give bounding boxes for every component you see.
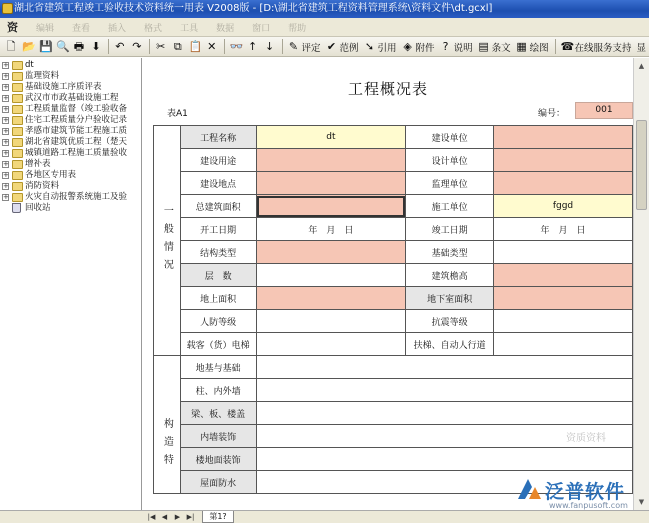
form-field-value[interactable] <box>256 310 406 333</box>
toolbar-separator <box>282 39 283 54</box>
form-field-label: 抗震等级 <box>406 310 494 333</box>
display-label: 显 <box>636 42 647 54</box>
support-icon: ☎ <box>560 39 575 53</box>
structure-value[interactable] <box>256 402 633 425</box>
tree-node-label: 各地区专用表 <box>25 170 77 180</box>
table-row <box>154 149 633 172</box>
tree-node-label: 基础设施工序质评表 <box>25 82 102 92</box>
table-row <box>154 218 633 241</box>
structure-label: 柱、内外墙 <box>180 379 256 402</box>
folder-icon <box>12 171 23 180</box>
new-document-icon: 🗋 <box>6 39 16 53</box>
attachment-icon: ◈ <box>403 39 412 53</box>
table-row <box>154 195 633 218</box>
print-button[interactable] <box>71 38 87 56</box>
new-document-button[interactable] <box>3 38 19 56</box>
expand-icon[interactable]: + <box>3 182 9 190</box>
tree-node[interactable] <box>0 93 141 104</box>
folder-icon <box>12 182 23 191</box>
arrow-up-icon: ↑ <box>248 39 258 53</box>
structure-label: 屋面防水 <box>180 471 256 494</box>
tree-node[interactable] <box>0 115 141 126</box>
next-sheet-icon[interactable]: ▶ <box>174 513 181 521</box>
sheet-tab-bar <box>143 510 649 523</box>
folder-icon <box>12 138 23 147</box>
tree-node-label: 增补表 <box>25 159 51 169</box>
expand-icon[interactable]: + <box>3 61 9 69</box>
table-row <box>154 310 633 333</box>
expand-icon[interactable]: + <box>3 127 9 135</box>
folder-icon <box>12 94 23 103</box>
form-field-label: 层 数 <box>180 264 256 287</box>
table-row <box>154 126 633 149</box>
example-button[interactable] <box>324 38 361 56</box>
form-field-value[interactable]: dt <box>256 126 406 149</box>
save-icon: 💾 <box>39 39 53 53</box>
structure-value[interactable] <box>256 356 633 379</box>
tree-node-label: 消防资料 <box>25 181 60 191</box>
brand-logo-icon <box>515 475 543 503</box>
toolbar-separator <box>108 39 109 54</box>
reference-label: 引用 <box>377 42 397 54</box>
undo-button[interactable] <box>112 38 128 56</box>
form-field-label: 地上面积 <box>180 287 256 310</box>
tree-node[interactable] <box>0 170 141 181</box>
table-row <box>154 402 633 425</box>
scrollbar-thumb[interactable] <box>636 120 647 210</box>
toolbar-separator <box>224 39 225 54</box>
tree-node-label: 城镇道路工程施工质量验收 <box>25 148 128 158</box>
scroll-up-icon[interactable]: ▲ <box>638 62 645 70</box>
form-field-label: 地下室面积 <box>406 287 494 310</box>
find-button[interactable] <box>228 38 244 56</box>
example-icon: ✔ <box>326 39 337 53</box>
tree-node-label: 回收站 <box>25 203 51 213</box>
form-field-value[interactable] <box>256 241 406 264</box>
page-title: 工程概况表 <box>347 80 428 98</box>
open-button[interactable] <box>20 38 36 56</box>
drawing-label: 绘图 <box>529 42 549 54</box>
structure-label: 内墙装饰 <box>180 425 256 448</box>
tree-node[interactable] <box>0 104 141 115</box>
clause-label: 条文 <box>491 42 511 54</box>
form-field-label: 建筑檐高 <box>406 264 494 287</box>
evaluate-label: 评定 <box>301 42 321 54</box>
tree-node[interactable] <box>0 126 141 137</box>
tree-node[interactable] <box>0 181 141 192</box>
table-row <box>154 264 633 287</box>
form-field-label: 结构类型 <box>180 241 256 264</box>
expand-icon[interactable]: + <box>3 116 9 124</box>
folder-icon <box>12 116 23 125</box>
form-field-label: 总建筑面积 <box>180 195 256 218</box>
table-id-label: 表A1 <box>167 109 188 119</box>
tree-node-label: dt <box>25 60 34 70</box>
tree-node[interactable] <box>0 71 141 82</box>
brand-name: 泛普软件 <box>545 481 626 503</box>
scissors-icon: ✂ <box>156 39 166 53</box>
form-field-value[interactable] <box>493 264 632 287</box>
form-field-value[interactable] <box>256 264 406 287</box>
form-field-label: 设计单位 <box>406 149 494 172</box>
expand-icon[interactable]: + <box>3 72 9 80</box>
delete-button[interactable] <box>204 38 220 56</box>
printer-icon: 🖶 <box>73 39 85 53</box>
arrow-down-icon: ↓ <box>265 39 275 53</box>
online-service-button[interactable] <box>558 38 633 56</box>
print-preview-button[interactable] <box>54 38 70 56</box>
move-up-button[interactable] <box>245 38 261 56</box>
redo-button[interactable] <box>129 38 145 56</box>
reference-icon: ➘ <box>364 39 375 53</box>
brand-watermark <box>515 475 645 511</box>
form-field-label: 施工单位 <box>406 195 494 218</box>
expand-icon[interactable]: + <box>3 105 9 113</box>
evaluate-icon: ✎ <box>288 39 299 53</box>
move-down-button[interactable] <box>262 38 278 56</box>
table-row <box>154 333 633 356</box>
form-field-value[interactable] <box>493 149 632 172</box>
table-row <box>154 287 633 310</box>
folder-icon <box>12 127 23 136</box>
cut-button[interactable] <box>153 38 169 56</box>
folder-icon <box>12 83 23 92</box>
table-row <box>154 172 633 195</box>
menu-item-edit[interactable]: 编辑 <box>36 23 55 34</box>
expand-icon[interactable]: + <box>3 193 9 201</box>
help-icon: ? <box>442 39 449 53</box>
copy-icon: ⧉ <box>173 39 182 53</box>
expand-icon[interactable]: + <box>3 94 9 102</box>
menu-item-file[interactable]: 资 <box>7 21 18 34</box>
form-field-value[interactable] <box>256 287 406 310</box>
paste-icon: 📋 <box>188 39 203 53</box>
online-service-label: 在线服务支持 <box>574 42 632 54</box>
display-button[interactable] <box>635 38 649 56</box>
evaluate-button[interactable] <box>286 38 323 56</box>
form-field-value[interactable] <box>256 195 406 218</box>
folder-icon <box>12 193 23 202</box>
structure-label: 梁、板、楼盖 <box>180 402 256 425</box>
form-field-label: 建设用途 <box>180 149 256 172</box>
tree-node-label: 湖北省建筑优质工程（楚天 <box>25 137 128 147</box>
print-preview-icon: 🔍 <box>56 39 70 53</box>
form-field-value[interactable] <box>493 172 632 195</box>
toolbar <box>0 37 649 57</box>
folder-icon <box>12 149 23 158</box>
tree-node[interactable] <box>0 203 141 214</box>
prev-sheet-icon[interactable]: ◀ <box>161 513 168 521</box>
explain-button[interactable] <box>438 38 475 56</box>
redo-icon: ↷ <box>132 39 142 53</box>
save-button[interactable] <box>37 38 53 56</box>
menu-item-tools[interactable]: 工具 <box>180 23 199 34</box>
menu-item-format[interactable]: 格式 <box>144 23 163 34</box>
folder-icon <box>12 61 23 70</box>
attachment-button[interactable] <box>400 38 437 56</box>
tree-status-strip <box>0 510 143 523</box>
example-label: 范例 <box>339 42 359 54</box>
menu-item-window[interactable]: 窗口 <box>252 23 271 34</box>
explain-label: 说明 <box>453 42 473 54</box>
form-field-value[interactable]: 年 月 日 <box>493 218 632 241</box>
form-field-value[interactable]: fggd <box>493 195 632 218</box>
form-field-label: 人防等级 <box>180 310 256 333</box>
form-field-label: 建设单位 <box>406 126 494 149</box>
folder-icon <box>12 160 23 169</box>
form-field-label: 载客（货）电梯 <box>180 333 256 356</box>
drawing-icon: ▦ <box>516 39 527 53</box>
section-structure-label: 构造特 <box>154 356 181 494</box>
form-field-value[interactable] <box>256 172 406 195</box>
clause-button[interactable] <box>476 38 513 56</box>
number-field[interactable]: 001 <box>575 102 633 119</box>
table-row <box>154 241 633 264</box>
form-field-value[interactable] <box>493 287 632 310</box>
form-field-label: 扶梯、自动人行道 <box>406 333 494 356</box>
drawing-button[interactable] <box>514 38 551 56</box>
form-field-value[interactable]: 年 月 日 <box>256 218 406 241</box>
expand-icon[interactable]: + <box>3 160 9 168</box>
tree-node-label: 火灾自动报警系统施工及验 <box>25 192 128 202</box>
structure-label: 楼地面装饰 <box>180 448 256 471</box>
attachment-label: 附件 <box>415 42 435 54</box>
toolbar-separator <box>555 39 556 54</box>
expand-icon[interactable]: + <box>3 138 9 146</box>
project-overview-form <box>153 125 633 494</box>
form-field-label: 建设地点 <box>180 172 256 195</box>
reference-button[interactable] <box>362 38 399 56</box>
tree-node[interactable] <box>0 148 141 159</box>
structure-value[interactable] <box>256 379 633 402</box>
first-sheet-icon[interactable]: |◀ <box>147 513 156 521</box>
window-title-bar <box>0 0 649 18</box>
tree-node-label: 工程质量监督（竣工验收备 <box>25 104 128 114</box>
tree-node[interactable] <box>0 159 141 170</box>
folder-icon <box>12 105 23 114</box>
tree-node[interactable] <box>0 82 141 93</box>
form-field-value[interactable] <box>493 126 632 149</box>
tree-node-label: 住宅工程质量分户验收记录 <box>25 115 128 125</box>
form-field-value[interactable] <box>256 149 406 172</box>
tree-node-label: 监理资料 <box>25 71 60 81</box>
form-field-label: 竣工日期 <box>406 218 494 241</box>
faint-watermark-text: 资质资料 <box>566 433 606 444</box>
tree-node-label: 武汉市市政基础设施工程 <box>25 93 119 103</box>
form-field-label: 基础类型 <box>406 241 494 264</box>
copy-button[interactable] <box>170 38 186 56</box>
document-tree <box>0 58 142 510</box>
table-row <box>154 379 633 402</box>
form-field-value[interactable] <box>493 310 632 333</box>
undo-icon: ↶ <box>115 39 125 53</box>
document-area <box>143 58 633 510</box>
table-row <box>154 356 633 379</box>
form-field-value[interactable] <box>256 333 406 356</box>
table-row <box>154 448 633 471</box>
delete-x-icon: ✕ <box>207 39 217 53</box>
tree-node[interactable] <box>0 192 141 203</box>
table-row <box>154 425 633 448</box>
brand-url: www.fanpusoft.com <box>549 501 628 510</box>
form-field-label: 工程名称 <box>180 126 256 149</box>
scroll-down-icon[interactable]: ▼ <box>638 498 645 506</box>
tree-node-label: 孝感市建筑节能工程施工质 <box>25 126 128 136</box>
structure-label: 地基与基础 <box>180 356 256 379</box>
recycle-bin-icon <box>12 203 21 213</box>
form-field-value[interactable] <box>493 241 632 264</box>
menu-bar <box>0 18 649 37</box>
section-general-label: 一般情况 <box>154 126 181 356</box>
tree-node[interactable] <box>0 137 141 148</box>
number-label: 编号： <box>538 109 566 119</box>
open-folder-icon: 📂 <box>22 39 36 53</box>
app-icon <box>2 3 13 14</box>
last-sheet-icon[interactable]: ▶| <box>186 513 195 521</box>
export-button[interactable] <box>88 38 104 56</box>
form-field-label: 监理单位 <box>406 172 494 195</box>
form-field-label: 开工日期 <box>180 218 256 241</box>
menu-item-help[interactable]: 帮助 <box>288 23 307 34</box>
expand-icon[interactable]: + <box>3 149 9 157</box>
structure-value[interactable] <box>256 448 633 471</box>
expand-icon[interactable]: + <box>3 83 9 91</box>
expand-icon[interactable]: + <box>3 171 9 179</box>
binoculars-icon: 👓 <box>229 39 244 53</box>
tree-node[interactable] <box>0 60 141 71</box>
vertical-scrollbar[interactable] <box>633 58 649 510</box>
clause-icon: ▤ <box>478 39 489 53</box>
sheet-tab-active[interactable]: 第1? <box>202 511 234 523</box>
menu-item-insert[interactable]: 插入 <box>108 23 127 34</box>
window-title: 湖北省建筑工程竣工验收技术资料统一用表 V2008版 - [D:\湖北省建筑工程资料管理系统\资料文件\dt.gcxl] <box>14 3 493 14</box>
menu-item-view[interactable]: 查看 <box>72 23 91 34</box>
form-field-value[interactable] <box>493 333 632 356</box>
toolbar-separator <box>149 39 150 54</box>
paste-button[interactable] <box>187 38 203 56</box>
export-icon: ⬇ <box>91 39 101 53</box>
folder-icon <box>12 72 23 81</box>
menu-item-data[interactable]: 数据 <box>216 23 235 34</box>
